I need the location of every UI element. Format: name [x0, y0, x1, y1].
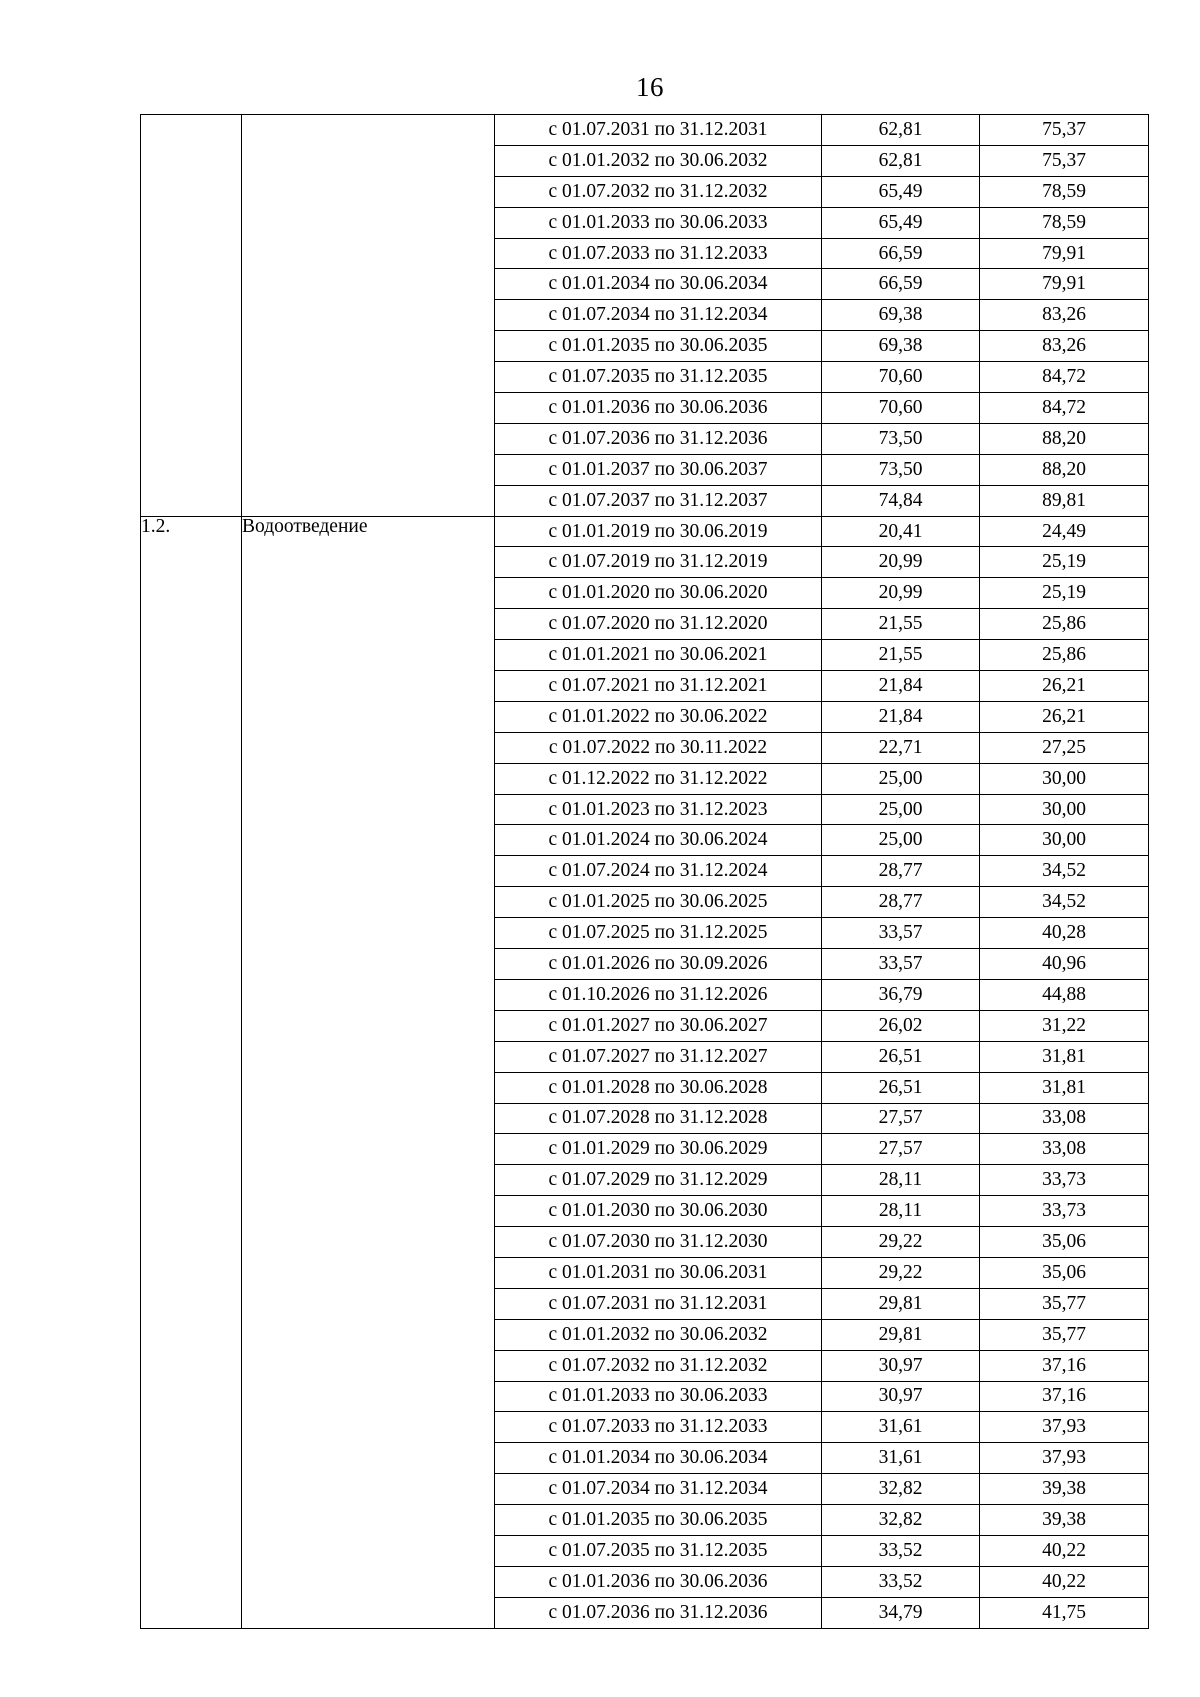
period-cell: с 01.07.2036 по 31.12.2036 — [495, 423, 822, 454]
tariff-value-cell: 25,00 — [822, 825, 980, 856]
period-cell: с 01.01.2032 по 30.06.2032 — [495, 145, 822, 176]
tariff-value-vat-cell: 25,19 — [980, 547, 1149, 578]
period-cell: с 01.07.2024 по 31.12.2024 — [495, 856, 822, 887]
tariff-value-vat-cell: 33,08 — [980, 1103, 1149, 1134]
tariff-value-vat-cell: 37,93 — [980, 1443, 1149, 1474]
period-cell: с 01.01.2034 по 30.06.2034 — [495, 269, 822, 300]
period-cell: с 01.01.2034 по 30.06.2034 — [495, 1443, 822, 1474]
tariff-value-cell: 32,82 — [822, 1505, 980, 1536]
period-cell: с 01.01.2023 по 31.12.2023 — [495, 794, 822, 825]
tariff-value-cell: 29,81 — [822, 1319, 980, 1350]
tariff-value-vat-cell: 39,38 — [980, 1474, 1149, 1505]
period-cell: с 01.01.2033 по 30.06.2033 — [495, 1381, 822, 1412]
tariff-value-vat-cell: 33,73 — [980, 1196, 1149, 1227]
tariff-value-cell: 29,22 — [822, 1257, 980, 1288]
tariff-value-cell: 73,50 — [822, 454, 980, 485]
period-cell: с 01.07.2033 по 31.12.2033 — [495, 1412, 822, 1443]
tariff-value-cell: 66,59 — [822, 238, 980, 269]
tariff-value-vat-cell: 84,72 — [980, 393, 1149, 424]
period-cell: с 01.07.2033 по 31.12.2033 — [495, 238, 822, 269]
tariff-value-vat-cell: 30,00 — [980, 763, 1149, 794]
period-cell: с 01.01.2035 по 30.06.2035 — [495, 1505, 822, 1536]
period-cell: с 01.07.2035 по 31.12.2035 — [495, 362, 822, 393]
tariff-value-vat-cell: 78,59 — [980, 207, 1149, 238]
tariff-value-vat-cell: 31,22 — [980, 1010, 1149, 1041]
tariff-value-cell: 28,11 — [822, 1196, 980, 1227]
tariff-value-vat-cell: 83,26 — [980, 331, 1149, 362]
period-cell: с 01.01.2019 по 30.06.2019 — [495, 516, 822, 547]
period-cell: с 01.01.2032 по 30.06.2032 — [495, 1319, 822, 1350]
period-cell: с 01.01.2028 по 30.06.2028 — [495, 1072, 822, 1103]
tariff-value-cell: 66,59 — [822, 269, 980, 300]
service-name-cell: Водоотведение — [242, 516, 495, 1628]
tariff-value-cell: 62,81 — [822, 145, 980, 176]
tariff-value-cell: 27,57 — [822, 1134, 980, 1165]
tariff-value-cell: 22,71 — [822, 732, 980, 763]
tariff-value-cell: 20,99 — [822, 578, 980, 609]
tariff-value-vat-cell: 35,77 — [980, 1288, 1149, 1319]
period-cell: с 01.01.2031 по 30.06.2031 — [495, 1257, 822, 1288]
period-cell: с 01.01.2030 по 30.06.2030 — [495, 1196, 822, 1227]
period-cell: с 01.07.2031 по 31.12.2031 — [495, 115, 822, 146]
tariff-value-cell: 34,79 — [822, 1597, 980, 1628]
tariff-value-vat-cell: 88,20 — [980, 454, 1149, 485]
tariff-value-cell: 70,60 — [822, 362, 980, 393]
tariff-value-vat-cell: 75,37 — [980, 115, 1149, 146]
section-number-cell: 1.2. — [141, 516, 242, 1628]
tariff-value-vat-cell: 41,75 — [980, 1597, 1149, 1628]
tariff-value-vat-cell: 89,81 — [980, 485, 1149, 516]
tariff-value-vat-cell: 30,00 — [980, 825, 1149, 856]
tariff-value-cell: 28,77 — [822, 887, 980, 918]
tariff-value-cell: 73,50 — [822, 423, 980, 454]
period-cell: с 01.07.2029 по 31.12.2029 — [495, 1165, 822, 1196]
period-cell: с 01.01.2035 по 30.06.2035 — [495, 331, 822, 362]
tariff-value-cell: 30,97 — [822, 1350, 980, 1381]
period-cell: с 01.07.2034 по 31.12.2034 — [495, 1474, 822, 1505]
tariff-value-cell: 30,97 — [822, 1381, 980, 1412]
tariff-value-cell: 31,61 — [822, 1443, 980, 1474]
period-cell: с 01.01.2029 по 30.06.2029 — [495, 1134, 822, 1165]
tariff-value-cell: 21,55 — [822, 640, 980, 671]
tariff-value-cell: 26,51 — [822, 1072, 980, 1103]
service-name-cell — [242, 115, 495, 517]
tariff-value-cell: 25,00 — [822, 763, 980, 794]
tariff-value-vat-cell: 78,59 — [980, 176, 1149, 207]
period-cell: с 01.01.2036 по 30.06.2036 — [495, 393, 822, 424]
tariff-value-vat-cell: 24,49 — [980, 516, 1149, 547]
tariff-value-cell: 31,61 — [822, 1412, 980, 1443]
period-cell: с 01.12.2022 по 31.12.2022 — [495, 763, 822, 794]
period-cell: с 01.01.2033 по 30.06.2033 — [495, 207, 822, 238]
period-cell: с 01.01.2027 по 30.06.2027 — [495, 1010, 822, 1041]
period-cell: с 01.07.2019 по 31.12.2019 — [495, 547, 822, 578]
tariff-value-vat-cell: 40,96 — [980, 949, 1149, 980]
period-cell: с 01.07.2027 по 31.12.2027 — [495, 1041, 822, 1072]
period-cell: с 01.01.2022 по 30.06.2022 — [495, 701, 822, 732]
tariff-value-cell: 33,57 — [822, 918, 980, 949]
tariff-value-vat-cell: 83,26 — [980, 300, 1149, 331]
period-cell: с 01.07.2030 по 31.12.2030 — [495, 1227, 822, 1258]
tariff-value-vat-cell: 35,77 — [980, 1319, 1149, 1350]
table-row — [141, 115, 1149, 146]
tariff-value-cell: 33,52 — [822, 1535, 980, 1566]
tariff-value-cell: 33,52 — [822, 1566, 980, 1597]
period-cell: с 01.07.2028 по 31.12.2028 — [495, 1103, 822, 1134]
period-cell: с 01.07.2022 по 30.11.2022 — [495, 732, 822, 763]
period-cell: с 01.07.2025 по 31.12.2025 — [495, 918, 822, 949]
tariff-table — [140, 114, 1149, 1629]
tariff-value-cell: 26,51 — [822, 1041, 980, 1072]
tariff-value-vat-cell: 79,91 — [980, 269, 1149, 300]
row-number-cell — [141, 115, 242, 517]
period-cell: с 01.01.2037 по 30.06.2037 — [495, 454, 822, 485]
period-cell: с 01.07.2037 по 31.12.2037 — [495, 485, 822, 516]
tariff-value-vat-cell: 31,81 — [980, 1072, 1149, 1103]
period-cell: с 01.07.2034 по 31.12.2034 — [495, 300, 822, 331]
period-cell: с 01.01.2036 по 30.06.2036 — [495, 1566, 822, 1597]
tariff-value-cell: 20,41 — [822, 516, 980, 547]
tariff-value-vat-cell: 30,00 — [980, 794, 1149, 825]
tariff-value-vat-cell: 27,25 — [980, 732, 1149, 763]
tariff-value-cell: 27,57 — [822, 1103, 980, 1134]
period-cell: с 01.01.2024 по 30.06.2024 — [495, 825, 822, 856]
period-cell: с 01.01.2026 по 30.09.2026 — [495, 949, 822, 980]
period-cell: с 01.07.2020 по 31.12.2020 — [495, 609, 822, 640]
page-number: 16 — [636, 72, 664, 102]
tariff-value-cell: 25,00 — [822, 794, 980, 825]
tariff-value-vat-cell: 44,88 — [980, 979, 1149, 1010]
tariff-value-vat-cell: 37,93 — [980, 1412, 1149, 1443]
tariff-value-vat-cell: 37,16 — [980, 1381, 1149, 1412]
tariff-value-vat-cell: 40,28 — [980, 918, 1149, 949]
period-cell: с 01.07.2032 по 31.12.2032 — [495, 176, 822, 207]
tariff-value-vat-cell: 37,16 — [980, 1350, 1149, 1381]
tariff-value-cell: 65,49 — [822, 207, 980, 238]
tariff-value-vat-cell: 39,38 — [980, 1505, 1149, 1536]
tariff-table-body — [141, 115, 1149, 1629]
tariff-value-vat-cell: 75,37 — [980, 145, 1149, 176]
tariff-value-cell: 32,82 — [822, 1474, 980, 1505]
tariff-value-cell: 29,22 — [822, 1227, 980, 1258]
tariff-value-vat-cell: 25,19 — [980, 578, 1149, 609]
tariff-value-vat-cell: 40,22 — [980, 1535, 1149, 1566]
tariff-value-cell: 62,81 — [822, 115, 980, 146]
period-cell: с 01.07.2031 по 31.12.2031 — [495, 1288, 822, 1319]
tariff-value-vat-cell: 35,06 — [980, 1257, 1149, 1288]
tariff-value-vat-cell: 31,81 — [980, 1041, 1149, 1072]
tariff-value-vat-cell: 84,72 — [980, 362, 1149, 393]
tariff-value-cell: 29,81 — [822, 1288, 980, 1319]
period-cell: с 01.10.2026 по 31.12.2026 — [495, 979, 822, 1010]
tariff-value-cell: 36,79 — [822, 979, 980, 1010]
tariff-value-vat-cell: 34,52 — [980, 856, 1149, 887]
tariff-value-cell: 21,55 — [822, 609, 980, 640]
tariff-value-vat-cell: 33,08 — [980, 1134, 1149, 1165]
period-cell: с 01.01.2021 по 30.06.2021 — [495, 640, 822, 671]
tariff-value-cell: 21,84 — [822, 671, 980, 702]
tariff-value-vat-cell: 26,21 — [980, 701, 1149, 732]
tariff-value-cell: 28,77 — [822, 856, 980, 887]
period-cell: с 01.01.2025 по 30.06.2025 — [495, 887, 822, 918]
period-cell: с 01.07.2032 по 31.12.2032 — [495, 1350, 822, 1381]
period-cell: с 01.01.2020 по 30.06.2020 — [495, 578, 822, 609]
tariff-value-vat-cell: 26,21 — [980, 671, 1149, 702]
tariff-value-cell: 65,49 — [822, 176, 980, 207]
tariff-value-vat-cell: 88,20 — [980, 423, 1149, 454]
tariff-value-cell: 28,11 — [822, 1165, 980, 1196]
tariff-value-vat-cell: 34,52 — [980, 887, 1149, 918]
tariff-value-vat-cell: 25,86 — [980, 609, 1149, 640]
tariff-value-cell: 69,38 — [822, 331, 980, 362]
tariff-value-vat-cell: 35,06 — [980, 1227, 1149, 1258]
tariff-value-cell: 70,60 — [822, 393, 980, 424]
period-cell: с 01.07.2021 по 31.12.2021 — [495, 671, 822, 702]
tariff-value-cell: 69,38 — [822, 300, 980, 331]
tariff-value-cell: 20,99 — [822, 547, 980, 578]
tariff-value-vat-cell: 33,73 — [980, 1165, 1149, 1196]
table-row — [141, 516, 1149, 547]
tariff-value-cell: 21,84 — [822, 701, 980, 732]
tariff-value-vat-cell: 40,22 — [980, 1566, 1149, 1597]
period-cell: с 01.07.2035 по 31.12.2035 — [495, 1535, 822, 1566]
tariff-value-vat-cell: 79,91 — [980, 238, 1149, 269]
tariff-value-vat-cell: 25,86 — [980, 640, 1149, 671]
tariff-value-cell: 74,84 — [822, 485, 980, 516]
tariff-value-cell: 26,02 — [822, 1010, 980, 1041]
period-cell: с 01.07.2036 по 31.12.2036 — [495, 1597, 822, 1628]
tariff-value-cell: 33,57 — [822, 949, 980, 980]
